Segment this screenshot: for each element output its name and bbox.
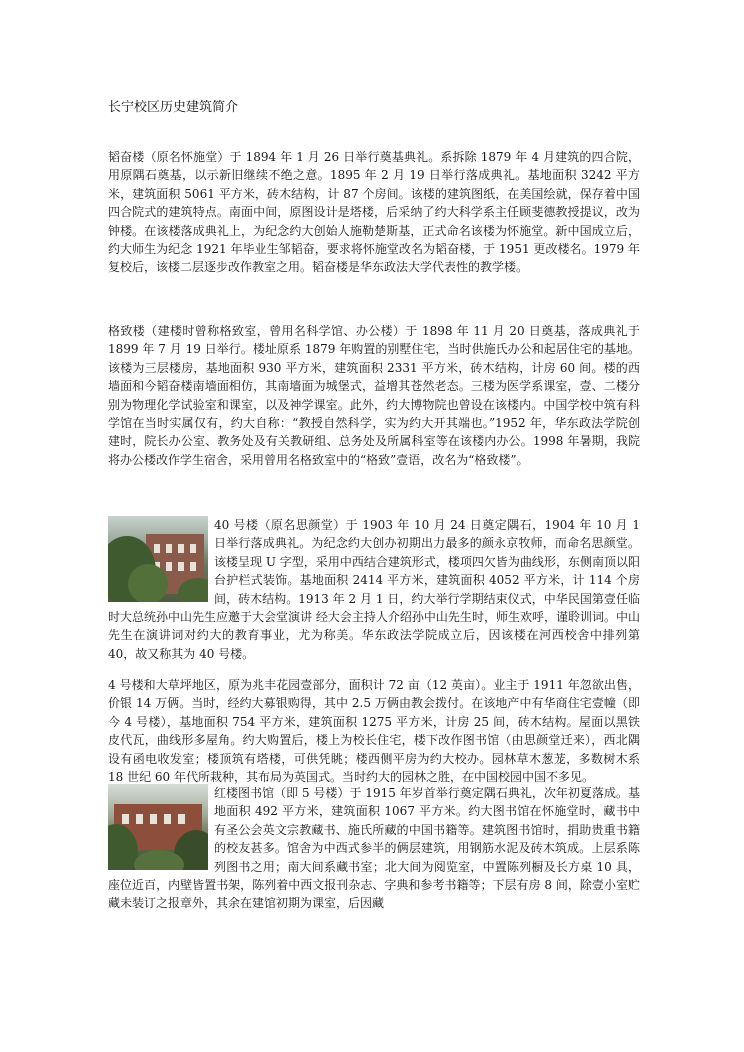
section-building-40 — [108, 516, 640, 663]
red-library-photo — [108, 784, 208, 870]
paragraph-taofen-building: 韬奋楼（原名怀施堂）于 1894 年 1 月 26 日举行奠基典礼。系拆除 1879 年 4 月建筑的四合院，用原隅石奠基，以示新旧继续不绝之意。1895 年 2 月 19 日举行落成典礼。基地面积 3242 平方米，建筑面积 5061 平方米，砖木结构，计 87 个房间。该楼的建筑图纸，在美国绘就，保存着中国四合院式的建筑特点。南面中间，原图设计是塔楼，后采纳了约大科学系主任顾斐德教授提议，改为钟楼。在该楼落成典礼上，为纪念约大创始人施勒楚斯基，正式命名该楼为怀施堂。新中国成立后，约大师生为纪念 1921 年毕业生邹韬奋，要求将怀施堂改名为韬奋楼，于 1951 更改楼名。1979 年复校后，该楼二层逐步改作教室之用。韬奋楼是华东政法大学代表性的教学楼。 — [108, 150, 640, 275]
building-40-photo — [108, 516, 208, 602]
paragraph-building-40: 40 号楼（原名思颜堂）于 1903 年 10 月 24 日奠定隅石，1904 年 10 月 1 日举行落成典礼。为纪念约大创办初期出力最多的颜永京牧师，而命名思颜堂。该楼呈现 U 字型，采用中西结合建筑形式，楼项四欠皆为曲线形，东侧南顶以阳台护栏式装饰。基地面积 2414 平方米，建筑面积 4052 平方米，计 114 个房间，砖木结构。1913 年 2 月 1 日，约大举行学期结束仪式，中华民国第壹任临时大总统孙中山先生应邀于大会堂演讲 经大会主持人介绍孙中山先生时，师生欢呼，谨聆训词。中山先生在演讲词对约大的教育事业，尤为称美。华东政法学院成立后，因该楼在河西校舍中排列第 40，故又称其为 40 号楼。 — [108, 518, 640, 661]
section-building-4 — [108, 676, 640, 786]
section-red-library — [108, 784, 640, 913]
page-title: 长宁校区历史建筑简介 — [108, 100, 239, 115]
paragraph-gezhi-building: 格致楼（建楼时曾称格致室，曾用名科学馆、办公楼）于 1898 年 11 月 20 日奠基，落成典礼于 1899 年 7 月 19 日举行。楼址原系 1879 年购置的别墅住宅，当时供施氏办公和起居住宅的基地。该楼为三层楼房，基地面积 930 平方米，建筑面积 2331 平方米，砖木结构，计房 60 间。楼的西墙面和今韬奋楼南墙面相仿，其南墙面为城堡式，益增其苍然老态。三楼为医学系课室，壹、二楼分别为物理化学试验室和课室，以及神学课室。此外，约大博物院也曾设在该楼内。中国学校中筑有科学馆在当时实属仅有，约大自称：“教授自然科学，实为约大开其端也。”1952 年，华东政法学院创建时，院长办公室、教务处及有关教研组、总务处及所属科室等在该楼内办公。1998 年暑期，我院将办公楼改作学生宿舍，采用曾用名格致室中的“格致”壹语，改名为“格致楼”。 — [108, 324, 640, 467]
paragraph-red-library: 红楼图书馆（即 5 号楼）于 1915 年岁首举行奠定隅石典礼，次年初夏落成。基地面积 492 平方米，建筑面积 1067 平方米。约大图书馆在怀施堂时，藏书中有圣公会英文宗教藏书、施氏所藏的中国书籍等。建筑图书馆时，捐助贵重书籍的校友甚多。馆舍为中西式参半的俩层建筑，用钢筋水泥及砖木筑成。上层系陈列图书之用；南大间系藏书室；北大间为阅览室，中置陈列橱及长方桌 10 具，座位近百，内壁皆置书架，陈列着中西文报刊杂志、字典和参考书籍等；下层有房 8 间，除壹小室贮藏未装订之报章外，其余在建馆初期为课室，后因藏 — [108, 786, 640, 911]
paragraph-building-4: 4 号楼和大草坪地区，原为兆丰花园壹部分，面积计 72 亩（12 英亩）。业主于 1911 年忽欲出售，价银 14 万俩。当时，经约大募银购得，其中 2.5 万俩由教会拨付。在该地产中有华商住宅壹幢（即今 4 号楼），基地面积 754 平方米，建筑面积 1275 平方米，计房 25 间，砖木结构。屋面以黑铁皮代瓦，曲线形多屋角。约大购置后，楼上为校长住宅，楼下改作图书馆（由思颜堂迁来），西北隅设有函电收发室；楼顶筑有塔楼，可供凭眺；楼西侧平房为约大校办。园林草木葱茏，多数树木系 18 世纪 60 年代所栽种，其布局为英国式。当时约大的园林之胜，在中国校园中国不多见。 — [108, 678, 640, 785]
